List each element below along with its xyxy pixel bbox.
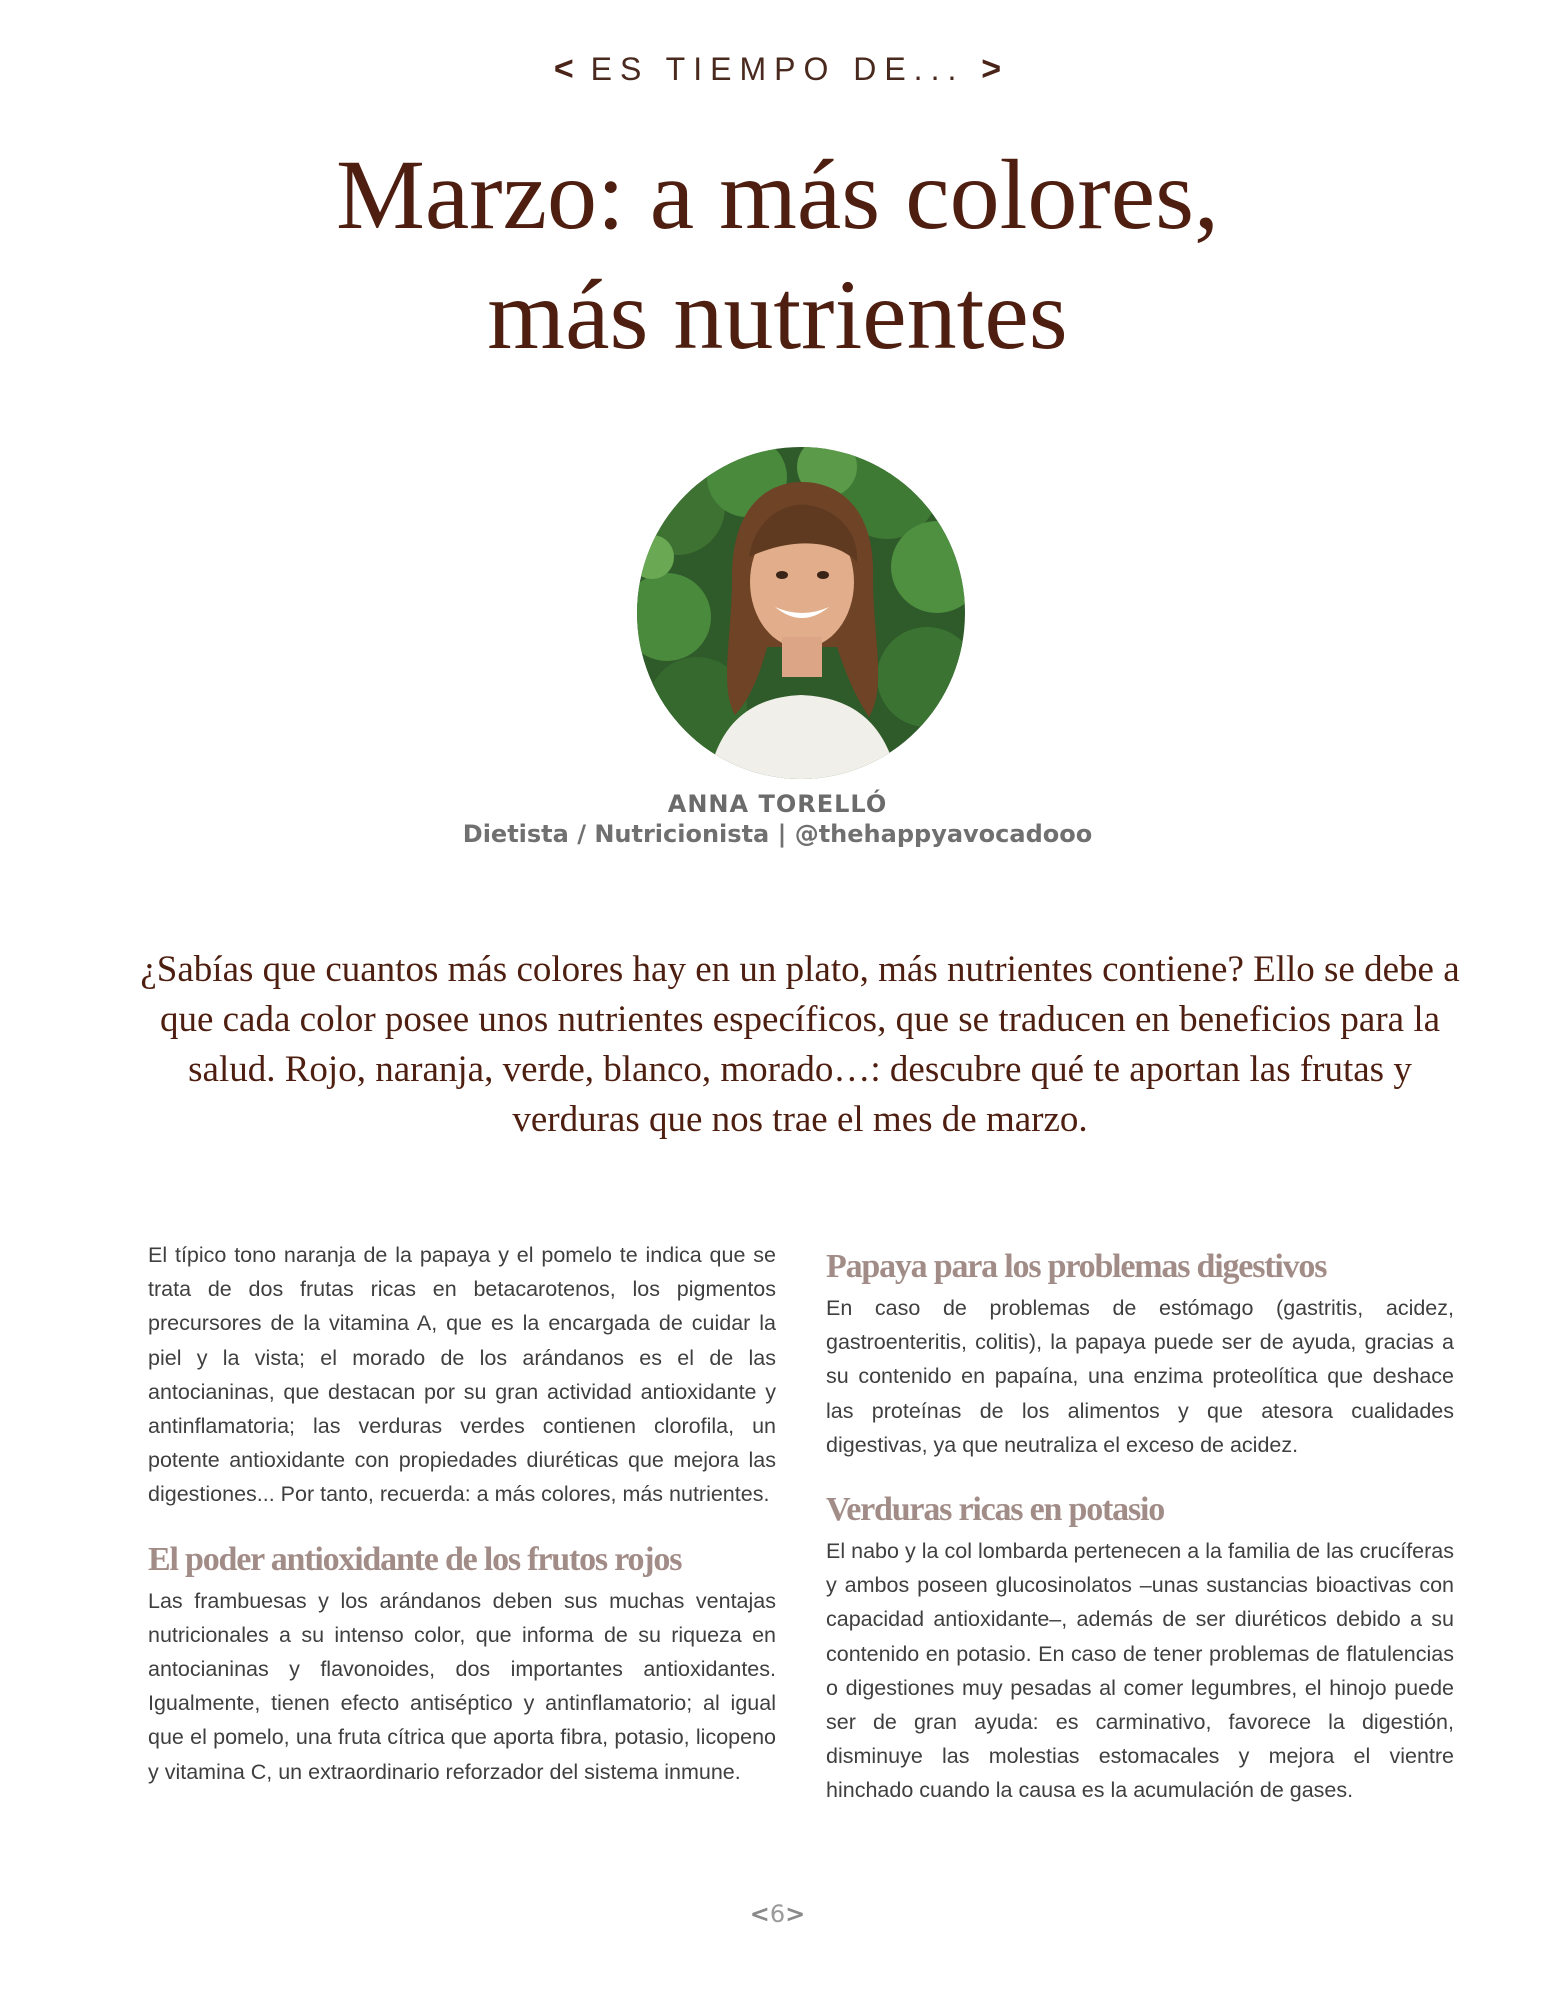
author-role: Dietista / Nutricionista | @thehappyavocadooo	[462, 820, 1093, 848]
page-number-value: 6	[769, 1900, 786, 1928]
intro-paragraph: ¿Sabías que cuantos más colores hay en un plato, más nutrientes contiene? Ello se debe a que cada color posee unos nutrientes específicos, que se traducen en beneficios para la salud. Rojo, naranja, verde, blanco, morado…: descubre qué te aportan las frutas y verduras que nos trae el mes de marzo.	[140, 949, 1460, 1140]
author-portrait-image	[637, 447, 965, 779]
page-chevron-left-icon: <	[749, 1900, 770, 1928]
left-column	[148, 1238, 776, 1815]
left-paragraph-1: El típico tono naranja de la papaya y el pomelo te indica que se trata de dos frutas ricas en betacarotenos, los pigmentos precursores de la vitamina A, que es la encargada de cuidar la piel y la vista; el morado de los arándanos es el de las antocianinas, que destacan por su gran actividad antioxidante y antinflamatoria; las verduras verdes contienen clorofila, un potente antioxidante con propiedades diuréticas que mejora las digestiones... Por tanto, recuerda: a más colores, más nutrientes.	[148, 1243, 776, 1507]
chevron-left-icon: <	[553, 50, 574, 88]
kicker-text: ES TIEMPO DE...	[590, 51, 965, 87]
page-number	[0, 1900, 1555, 1928]
chevron-right-icon: >	[981, 50, 1002, 88]
section-kicker	[0, 50, 1555, 89]
right-paragraph-2: El nabo y la col lombarda pertenecen a la familia de las crucíferas y ambos poseen glucosinolatos –unas sustancias bioactivas con capacidad antioxidante–, además de ser diuréticos debido a su contenido en potasio. En caso de tener problemas de flatulencias o digestiones muy pesadas al comer legumbres, el hinojo puede ser de gran ayuda: es carminativo, favorece la digestión, disminuye las molestias estomacales y mejora el vientre hinchado cuando la causa es la acumulación de gases.	[826, 1539, 1454, 1803]
right-column	[826, 1245, 1454, 1834]
title-line-2: más nutrientes	[487, 259, 1068, 370]
left-paragraph-2: Las frambuesas y los arándanos deben sus muchas ventajas nutricionales a su intenso color, que informa de su riqueza en antocianinas y flavonoides, dos importantes antioxidantes. Igualmente, tienen efecto antiséptico y antinflamatorio; al igual que el pomelo, una fruta cítrica que aporta fibra, potasio, licopeno y vitamina C, un extraordinario reforzador del sistema inmune.	[148, 1588, 776, 1784]
left-heading-2: El poder antioxidante de los frutos rojos	[148, 1540, 682, 1578]
author-name: ANNA TORELLÓ	[667, 790, 888, 818]
page-title	[100, 135, 1455, 375]
page-chevron-right-icon: >	[785, 1900, 806, 1928]
title-line-1: Marzo: a más colores,	[335, 139, 1219, 250]
right-paragraph-1: En caso de problemas de estómago (gastritis, acidez, gastroenteritis, colitis), la papaya puede ser de ayuda, gracias a su contenido en papaína, una enzima proteolítica que deshace las proteínas de los alimentos y que atesora cualidades digestivas, ya que neutraliza el exceso de acidez.	[826, 1296, 1454, 1457]
right-heading-2: Verduras ricas en potasio	[826, 1491, 1165, 1529]
right-heading-1: Papaya para los problemas digestivos	[826, 1248, 1327, 1285]
author-avatar	[637, 447, 965, 779]
